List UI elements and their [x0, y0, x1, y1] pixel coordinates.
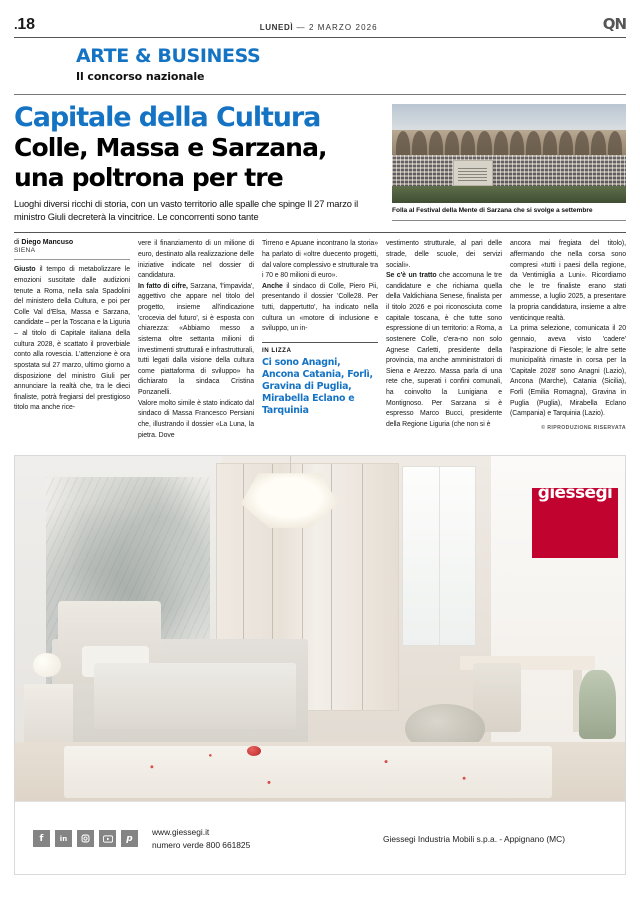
ad-contact-block [152, 826, 250, 851]
paragraph [138, 282, 254, 399]
headline-overline: Capitale della Cultura [14, 101, 321, 133]
paragraph [262, 239, 378, 282]
paragraph-text: il sindaco di Colle, Piero Pii, presentando il dossier 'Colle28. Per tutti, dappertutto', ha indicato nella cultura un «motore di inclusione e sviluppo, un in- [262, 282, 378, 333]
lead-photo-block [392, 104, 626, 224]
ad-table-lamp [33, 653, 60, 677]
paragraph-text: Sarzana, 'l'impavida', aggettivo che appare nel titolo del progetto, insieme all'indicazione 'crocevia del futuro', si è esposta con chiarezza: «Abbiamo messo a sistema oltre settanta milioni di investimenti strutturali e infrastrutturali, tutti legati dalla visione della cultura come piattaforma di sviluppo» ha dichiarato la sindaca Cristina Ponzanelli. [138, 282, 254, 397]
section-kicker-band [14, 38, 626, 89]
dateline-date: 2 MARZO 2026 [308, 23, 378, 32]
byline-rule [14, 259, 130, 260]
paragraph [262, 282, 378, 335]
section-kicker: ARTE & BUSINESS [76, 45, 261, 67]
in-lizza-box [262, 342, 378, 417]
article-column-1 [14, 239, 130, 441]
byline-author: Diego Mancuso [21, 239, 74, 247]
byline-line [14, 239, 130, 246]
facebook-glyph: f [39, 833, 44, 844]
paragraph [510, 324, 626, 420]
byline [14, 239, 130, 254]
paragraph-lead: Giusto [14, 266, 36, 274]
ad-website[interactable]: www.giessegi.it [152, 826, 210, 837]
ad-brand-logo [532, 483, 618, 558]
ad-company-name: Giessegi Industria Mobili s.p.a. - Appignano (MC) [382, 833, 565, 844]
body-top-rule [14, 232, 626, 233]
photo-stage-banner [453, 160, 493, 186]
article-column-3 [262, 239, 378, 441]
headline-line-2: una poltrona per tre [14, 162, 283, 192]
headline-block [14, 101, 382, 224]
ad-rug [64, 746, 552, 798]
paragraph [386, 271, 502, 430]
paragraph [510, 239, 626, 324]
photo-lawn [392, 186, 626, 203]
page-folio [14, 16, 35, 34]
advertisement [14, 455, 626, 875]
paragraph-text: La prima selezione, comunicata il 20 gennaio, aveva visto 'cadere' l'aspirazione di Fiesole; le altre sette municipalità rimaste in corsa per la 'Capitale 2028' sono Anagni (Lazio), Ancona (Marche), Catania (Sicilia), Forlì (Emilia Romagna), Gravina in Puglia (Puglia), Mirabella Eclano (Campania) e Tarquinia (Lazio). [510, 325, 626, 418]
headline-zone [14, 101, 626, 224]
ad-duvet [94, 663, 295, 729]
paragraph-text: il tempo di metabolizzare le emozioni suscitate dalle audizioni tenute a Roma, nella sala Spadolini del ministero della Cultura, e poi per Colle Val d'Elsa, Massa e Sarzana, candidate – per la Toscana e la Liguria – al titolo di Capitale italiana della cultura 2028, è scattato il proverbiale conto alla rovescia. L'attenzione è ora spostata sul 27 marzo, ultimo giorno a disposizione del ministro Giuli per annunciare la realtà che, tra le dieci finaliste, potrà fregiarsi del prestigioso titolo ma anche rice- [14, 266, 130, 412]
paragraph-text: ancora mai fregiata del titolo), affermando che nella corsa sono compresi «tutti i paesi della regione, da Ventimiglia a Luni». Ricordiamo che le tre finaliste erano stati ammesse, a luglio 2025, a presentare la propria candidatura, insieme a altre venticinque realtà. [510, 240, 626, 322]
paragraph-text: vestimento strutturale, al pari delle strade, delle scuole, dei servizi sociali». [386, 240, 502, 269]
pinterest-glyph: p [126, 833, 133, 844]
paragraph [138, 399, 254, 442]
photo-arches [392, 131, 626, 157]
dateline-weekday: LUNEDÌ [259, 23, 294, 32]
paragraph-lead: Anche [262, 282, 283, 290]
byline-city: SIENA [14, 247, 36, 255]
caption-rule [392, 220, 626, 221]
linkedin-glyph: in [59, 834, 68, 843]
ad-plant [579, 670, 616, 739]
paragraph [386, 239, 502, 271]
folio-dot: . [14, 17, 18, 32]
dateline [35, 23, 603, 32]
article-column-4 [386, 239, 502, 441]
headline-line-1: Colle, Massa e Sarzana, [14, 132, 327, 162]
article-column-5 [510, 239, 626, 441]
youtube-icon[interactable] [99, 830, 116, 847]
ad-photo [15, 456, 625, 801]
facebook-icon[interactable] [33, 830, 50, 847]
article-columns [14, 239, 626, 441]
qn-logo: QN [602, 15, 626, 33]
ad-nightstand [24, 684, 73, 746]
reproduction-notice: © RIPRODUZIONE RISERVATA [541, 424, 626, 431]
lead-photo [392, 104, 626, 203]
paragraph [138, 239, 254, 282]
paragraph-text: Tirreno e Apuane incontrano la storia» ha parlato di «oltre duecento progetti, dal valore complessivo e strutturale tra i 70 e 80 milioni di euro». [262, 240, 378, 280]
paragraph-text: Valore molto simile è stato indicato dal sindaco di Massa Francesco Persiani che, illustrando il dossier «La Luna, la pietra. Dove [138, 399, 254, 439]
byline-prefix: di [14, 239, 20, 247]
photo-crowd [392, 155, 626, 187]
in-lizza-text: Ci sono Anagni, Ancona Catania, Forlì, Gravina di Puglia, Mirabella Eclano e Tarquinia [262, 356, 373, 417]
ad-lamp-cord [290, 456, 291, 473]
linkedin-icon[interactable] [55, 830, 72, 847]
in-lizza-label: IN LIZZA [262, 346, 292, 354]
folio-number: 18 [17, 16, 35, 33]
ad-brand-name: giessegi [537, 483, 613, 503]
ad-social-icons [33, 830, 138, 847]
masthead [14, 0, 626, 34]
ad-window [402, 466, 475, 645]
section-rule [14, 94, 626, 95]
paragraph-lead: In fatto di cifre, [138, 282, 188, 290]
ad-footer [15, 801, 625, 875]
paragraph-text: vere il finanziamento di un milione di euro, destinato alla realizzazione delle iniziative indicate nel dossier di candidatura. [138, 240, 254, 280]
pinterest-icon[interactable] [121, 830, 138, 847]
instagram-icon[interactable] [77, 830, 94, 847]
paragraph [14, 265, 130, 414]
photo-caption: Folla al Festival della Mente di Sarzana che si svolge a settembre [392, 206, 593, 214]
paragraph-text: che accomuna le tre candidature e che richiama quella della Valdichiana Senese, finalista per il titolo 2026 e poi riconosciuta come capitale toscana, è che tutte sono espressione di un territorio: a Roma, a sostenere Colle, c'era-no non solo Agnese Carletti, presidente della provincia, ma anche amministratori di Siena e Arezzo. Massa parla di una rete che, superati i confini comunali, ha coinvolto la Lunigiana e Montignoso. Per Sarzana si è espresso Marco Bucci, presidente della Regione Liguria (che non si è [386, 272, 502, 428]
ad-red-ball [247, 746, 261, 756]
paragraph-lead: Se c'è un tratto [386, 272, 437, 280]
dateline-separator: — [296, 23, 306, 32]
section-subkicker: Il concorso nazionale [76, 69, 205, 83]
ad-phone: numero verde 800 661825 [152, 839, 251, 850]
article-column-2 [138, 239, 254, 441]
headline-deck: Luoghi diversi ricchi di storia, con un vasto territorio alle spalle che spinge Il 27 marzo il ministro Giuli decreterà la vincitrice. Le concorrenti sono tante [14, 198, 359, 223]
